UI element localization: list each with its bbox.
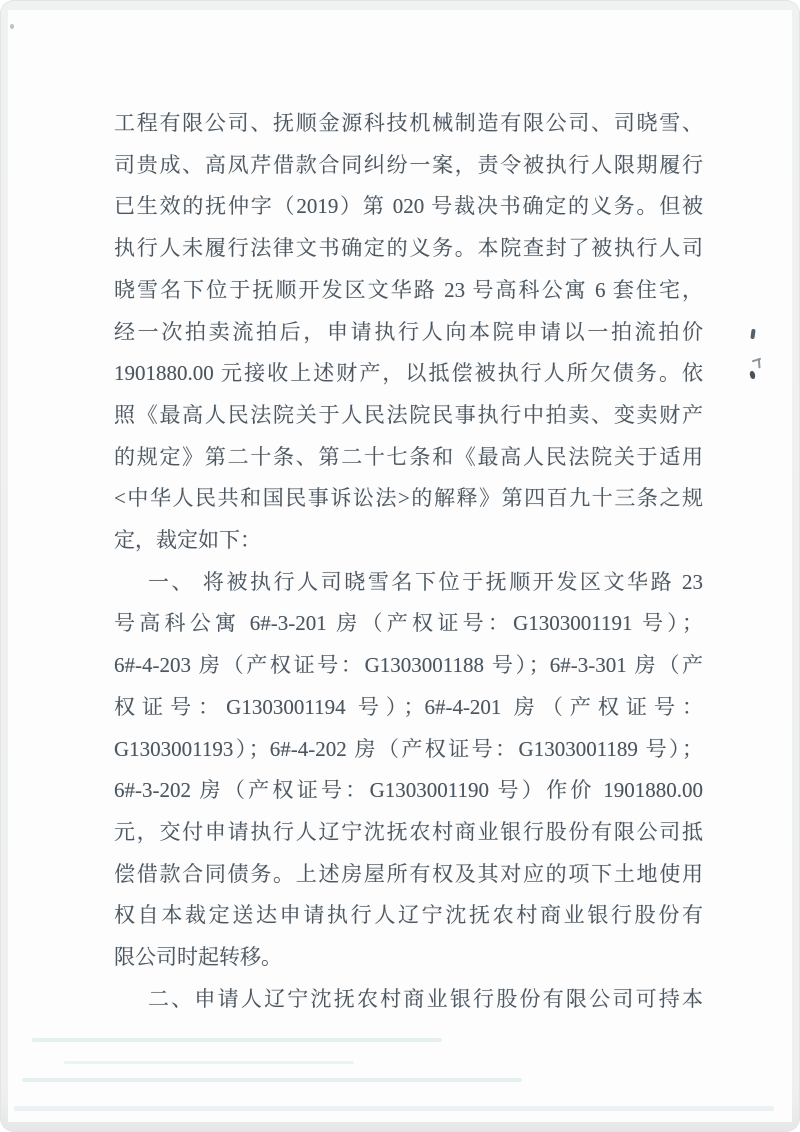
scan-streak [22,1078,522,1082]
doc-line: 权自本裁定送达申请执行人辽宁沈抚农村商业银行股份有 [114,903,703,928]
doc-line: 已生效的抚仲字（2019）第 020 号裁决书确定的义务。但被 [114,194,703,219]
doc-line-item-two-start: 二、申请人辽宁沈抚农村商业银行股份有限公司可持本 [148,986,703,1011]
ink-speck-icon [749,371,756,380]
doc-line: 执行人未履行法律文书确定的义务。本院查封了被执行人司 [114,236,703,261]
doc-line: 晓雪名下位于抚顺开发区文华路 23 号高科公寓 6 套住宅， [114,277,703,302]
doc-line-paragraph-end: 限公司时起转移。 [114,945,282,970]
doc-line: <中华人民共和国民事诉讼法>的解释》第四百九十三条之规 [114,486,703,511]
scan-streak [14,1106,774,1111]
doc-line: 照《最高人民法院关于人民法院民事执行中拍卖、变卖财产 [114,402,703,427]
ruling-text-block [114,103,703,1020]
doc-line: 6#-3-202 房（产权证号：G1303001190 号）作价 1901880.00 [114,778,703,803]
doc-line: 经一次拍卖流拍后，申请执行人向本院申请以一拍流拍价 [114,319,703,344]
doc-line: 元，交付申请执行人辽宁沈抚农村商业银行股份有限公司抵 [114,819,703,844]
doc-line: 司贵成、高凤芹借款合同纠纷一案，责令被执行人限期履行 [114,152,703,177]
doc-line-item-one-start: 一、 将被执行人司晓雪名下位于抚顺开发区文华路 23 [148,569,703,594]
doc-line: 号高科公寓 6#-3-201 房（产权证号：G1303001191 号）； [114,611,703,636]
scan-streak [32,1038,442,1042]
doc-line: 工程有限公司、抚顺金源科技机械制造有限公司、司晓雪、 [114,111,703,135]
doc-line: 偿借款合同债务。上述房屋所有权及其对应的项下土地使用 [114,861,703,886]
doc-line-paragraph-end: 定，裁定如下： [114,528,261,553]
ink-speck-icon [750,329,755,339]
doc-line: G1303001193）；6#-4-202 房（产权证号：G1303001189 号）； [114,736,703,761]
doc-line: 的规定》第二十条、第二十七条和《最高人民法院关于适用 [114,444,703,469]
document-page [8,10,792,1122]
doc-line: 1901880.00 元接收上述财产，以抵偿被执行人所欠债务。依 [114,361,703,386]
scan-streak [64,1061,354,1064]
ink-dot-icon [10,24,14,29]
doc-line: 权证号：G1303001194 号）；6#-4-201 房（产权证号： [114,694,703,719]
doc-line: 6#-4-203 房（产权证号：G1303001188 号）；6#-3-301 房（产 [114,653,703,678]
ink-speck-icon [752,358,761,363]
